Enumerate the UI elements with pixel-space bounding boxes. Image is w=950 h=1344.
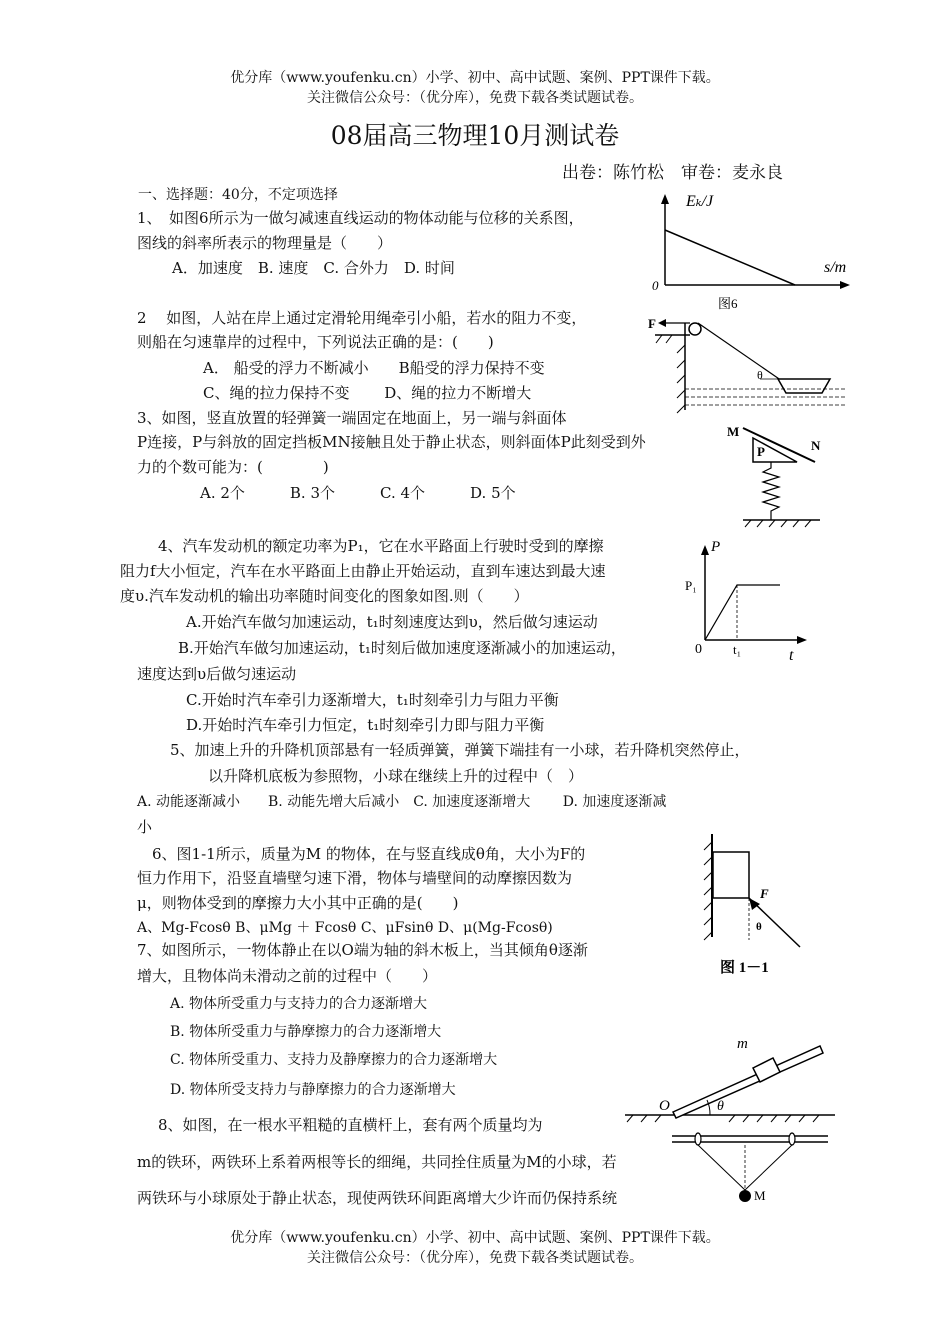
ring-right bbox=[789, 1133, 795, 1145]
boat bbox=[778, 379, 830, 393]
q3-line-1: 3、如图，竖直放置的轻弹簧一端固定在地面上，另一端与斜面体 bbox=[137, 409, 567, 427]
rings-ball-figure bbox=[670, 1128, 830, 1208]
ring-left bbox=[695, 1133, 701, 1145]
section-heading: 一、选择题：40分，不定项选择 bbox=[138, 187, 338, 203]
q3-options: A. 2个 B. 3个 C. 4个 D. 5个 bbox=[200, 484, 516, 502]
ek-line bbox=[665, 230, 795, 285]
figure-6-ek-vs-s bbox=[650, 190, 860, 315]
q4-option-c: C.开始时汽车牵引力逐渐增大，t₁时刻牵引力与阻力平衡 bbox=[186, 691, 559, 709]
q2-options-cd: C、绳的拉力保持不变 D、绳的拉力不断增大 bbox=[203, 384, 532, 402]
t-axis-label: t bbox=[789, 647, 794, 664]
force-label: F bbox=[648, 316, 656, 331]
footer-watermark-line-1: 优分库（www.youfenku.cn）小学、初中、高中试题、案例、PPT课件下载。 bbox=[230, 1230, 720, 1246]
authors: 出卷：陈竹松 审卷：麦永良 bbox=[562, 163, 783, 183]
board bbox=[673, 1046, 823, 1118]
q4-option-b-2: 速度达到υ后做匀速运动 bbox=[137, 665, 297, 683]
q8-line-1: 8、如图，在一根水平粗糙的直横杆上，套有两个质量均为 bbox=[158, 1116, 543, 1134]
q1-options: A．加速度 B. 速度 C. 合外力 D. 时间 bbox=[172, 259, 455, 277]
q4-line-3: 度υ.汽车发动机的输出功率随时间变化的图象如图.则（ ） bbox=[120, 587, 529, 605]
q2-line-1: 2 如图，人站在岸上通过定滑轮用绳牵引小船，若水的阻力不变， bbox=[137, 309, 587, 327]
q2-line-2: 则船在匀速靠岸的过程中，下列说法正确的是：( ) bbox=[137, 333, 494, 351]
power-time-graph bbox=[685, 535, 815, 665]
q4-option-b-1: B.开始汽车做匀加速运动，t₁时刻后做加速度逐渐减小的加速运动， bbox=[178, 639, 626, 657]
q6-line-3: μ，则物体受到的摩擦力大小其中正确的是( ) bbox=[137, 894, 459, 912]
angle-label: θ bbox=[757, 368, 763, 382]
label-p: P bbox=[757, 444, 765, 459]
ball-label: M bbox=[754, 1188, 766, 1203]
q6-line-1: 6、图1-1所示，质量为M 的物体，在与竖直线成θ角，大小为F的 bbox=[152, 845, 586, 863]
incline-board-figure bbox=[625, 1030, 840, 1125]
q4-option-a: A.开始汽车做匀加速运动，t₁时刻速度达到υ，然后做匀速运动 bbox=[186, 613, 598, 631]
figure-caption: 图 1－1 bbox=[720, 960, 769, 976]
q8-line-3: 两铁环与小球原处于静止状态，现使两铁环间距离增大少许而仍保持系统 bbox=[137, 1189, 618, 1207]
ek-axis-label: Eₖ/J bbox=[686, 193, 714, 210]
q7-option-d: D. 物体所受支持力与静摩擦力的合力逐渐增大 bbox=[170, 1082, 456, 1098]
s-axis-label: s/m bbox=[824, 259, 847, 276]
q2-options-ab: A． 船受的浮力不断减小 B船受的浮力保持不变 bbox=[203, 359, 545, 377]
pivot-label: O bbox=[659, 1098, 670, 1114]
q5-options-cont: 小 bbox=[137, 818, 153, 836]
angle-label: θ bbox=[717, 1099, 724, 1114]
q7-option-a: A. 物体所受重力与支持力的合力逐渐增大 bbox=[170, 996, 428, 1012]
q6-options: A、Mg-Fcosθ B、μMg ＋ Fcosθ C、μFsinθ D、μ(Mg-Fcosθ) bbox=[137, 920, 553, 936]
angle-label: θ bbox=[756, 921, 762, 933]
q6-line-2: 恒力作用下，沿竖直墙壁匀速下滑，物体与墙壁间的动摩擦因数为 bbox=[137, 869, 573, 887]
pulley bbox=[689, 323, 701, 335]
origin-label: 0 bbox=[695, 642, 702, 657]
spring bbox=[763, 462, 779, 520]
q4-option-d: D.开始时汽车牵引力恒定，t₁时刻牵引力即与阻力平衡 bbox=[186, 716, 545, 734]
label-m: M bbox=[727, 424, 740, 439]
ball-m bbox=[739, 1190, 751, 1202]
boat-pulley-figure bbox=[650, 315, 850, 415]
q1-line-1: 1、 如图6所示为一做匀减速直线运动的物体动能与位移的关系图， bbox=[137, 209, 584, 227]
q4-line-2: 阻力f大小恒定，汽车在水平路面上由静止开始运动，直到车速达到最大速 bbox=[120, 562, 606, 580]
q5-line-1: 5、加速上升的升降机顶部悬有一轻质弹簧，弹簧下端挂有一小球，若升降机突然停止， bbox=[170, 741, 750, 759]
block bbox=[713, 852, 749, 898]
q8-line-2: m的铁环，两铁环上系着两根等长的细绳，共同拴住质量为M的小球，若 bbox=[137, 1153, 617, 1171]
mass-label: m bbox=[737, 1036, 748, 1052]
q7-option-b: B. 物体所受重力与静摩擦力的合力逐渐增大 bbox=[170, 1024, 442, 1040]
q7-line-1: 7、如图所示，一物体静止在以O端为轴的斜木板上，当其倾角θ逐渐 bbox=[137, 941, 588, 959]
q5-line-2: 以升降机底板为参照物，小球在继续上升的过程中（ ） bbox=[208, 767, 584, 785]
q7-option-c: C. 物体所受重力、支持力及静摩擦力的合力逐渐增大 bbox=[170, 1052, 498, 1068]
spring-incline-figure bbox=[725, 420, 835, 530]
q1-line-2: 图线的斜率所表示的物理量是（ ） bbox=[137, 234, 393, 252]
p1-label: P₁ bbox=[685, 578, 697, 593]
figure-caption: 图6 bbox=[718, 296, 738, 311]
wall-block-figure bbox=[700, 832, 810, 980]
origin-label: 0 bbox=[652, 278, 659, 293]
q4-line-1: 4、汽车发动机的额定功率为P₁，它在水平路面上行驶时受到的摩擦 bbox=[158, 537, 604, 555]
q7-line-2: 增大，且物体尚未滑动之前的过程中（ ） bbox=[137, 967, 438, 985]
watermark-line-2: 关注微信公众号：（优分库），免费下载各类试题试卷。 bbox=[307, 90, 643, 106]
footer-watermark-line-2: 关注微信公众号：（优分库），免费下载各类试题试卷。 bbox=[307, 1250, 643, 1266]
power-curve bbox=[705, 585, 780, 640]
t1-label: t₁ bbox=[733, 642, 742, 657]
p-axis-label: P bbox=[711, 539, 721, 555]
watermark-line-1: 优分库（www.youfenku.cn）小学、初中、高中试题、案例、PPT课件下载。 bbox=[230, 70, 720, 86]
q3-line-2: P连接，P与斜放的固定挡板MN接触且处于静止状态，则斜面体P此刻受到外 bbox=[137, 433, 646, 451]
page-title: 08届高三物理10月测试卷 bbox=[330, 121, 620, 150]
label-n: N bbox=[811, 438, 821, 453]
q3-line-3: 力的个数可能为：( ) bbox=[137, 458, 329, 476]
q5-options: A. 动能逐渐减小 B. 动能先增大后减小 C. 加速度逐渐增大 D. 加速度逐渐减 bbox=[137, 794, 667, 810]
force-label: F bbox=[760, 886, 769, 901]
